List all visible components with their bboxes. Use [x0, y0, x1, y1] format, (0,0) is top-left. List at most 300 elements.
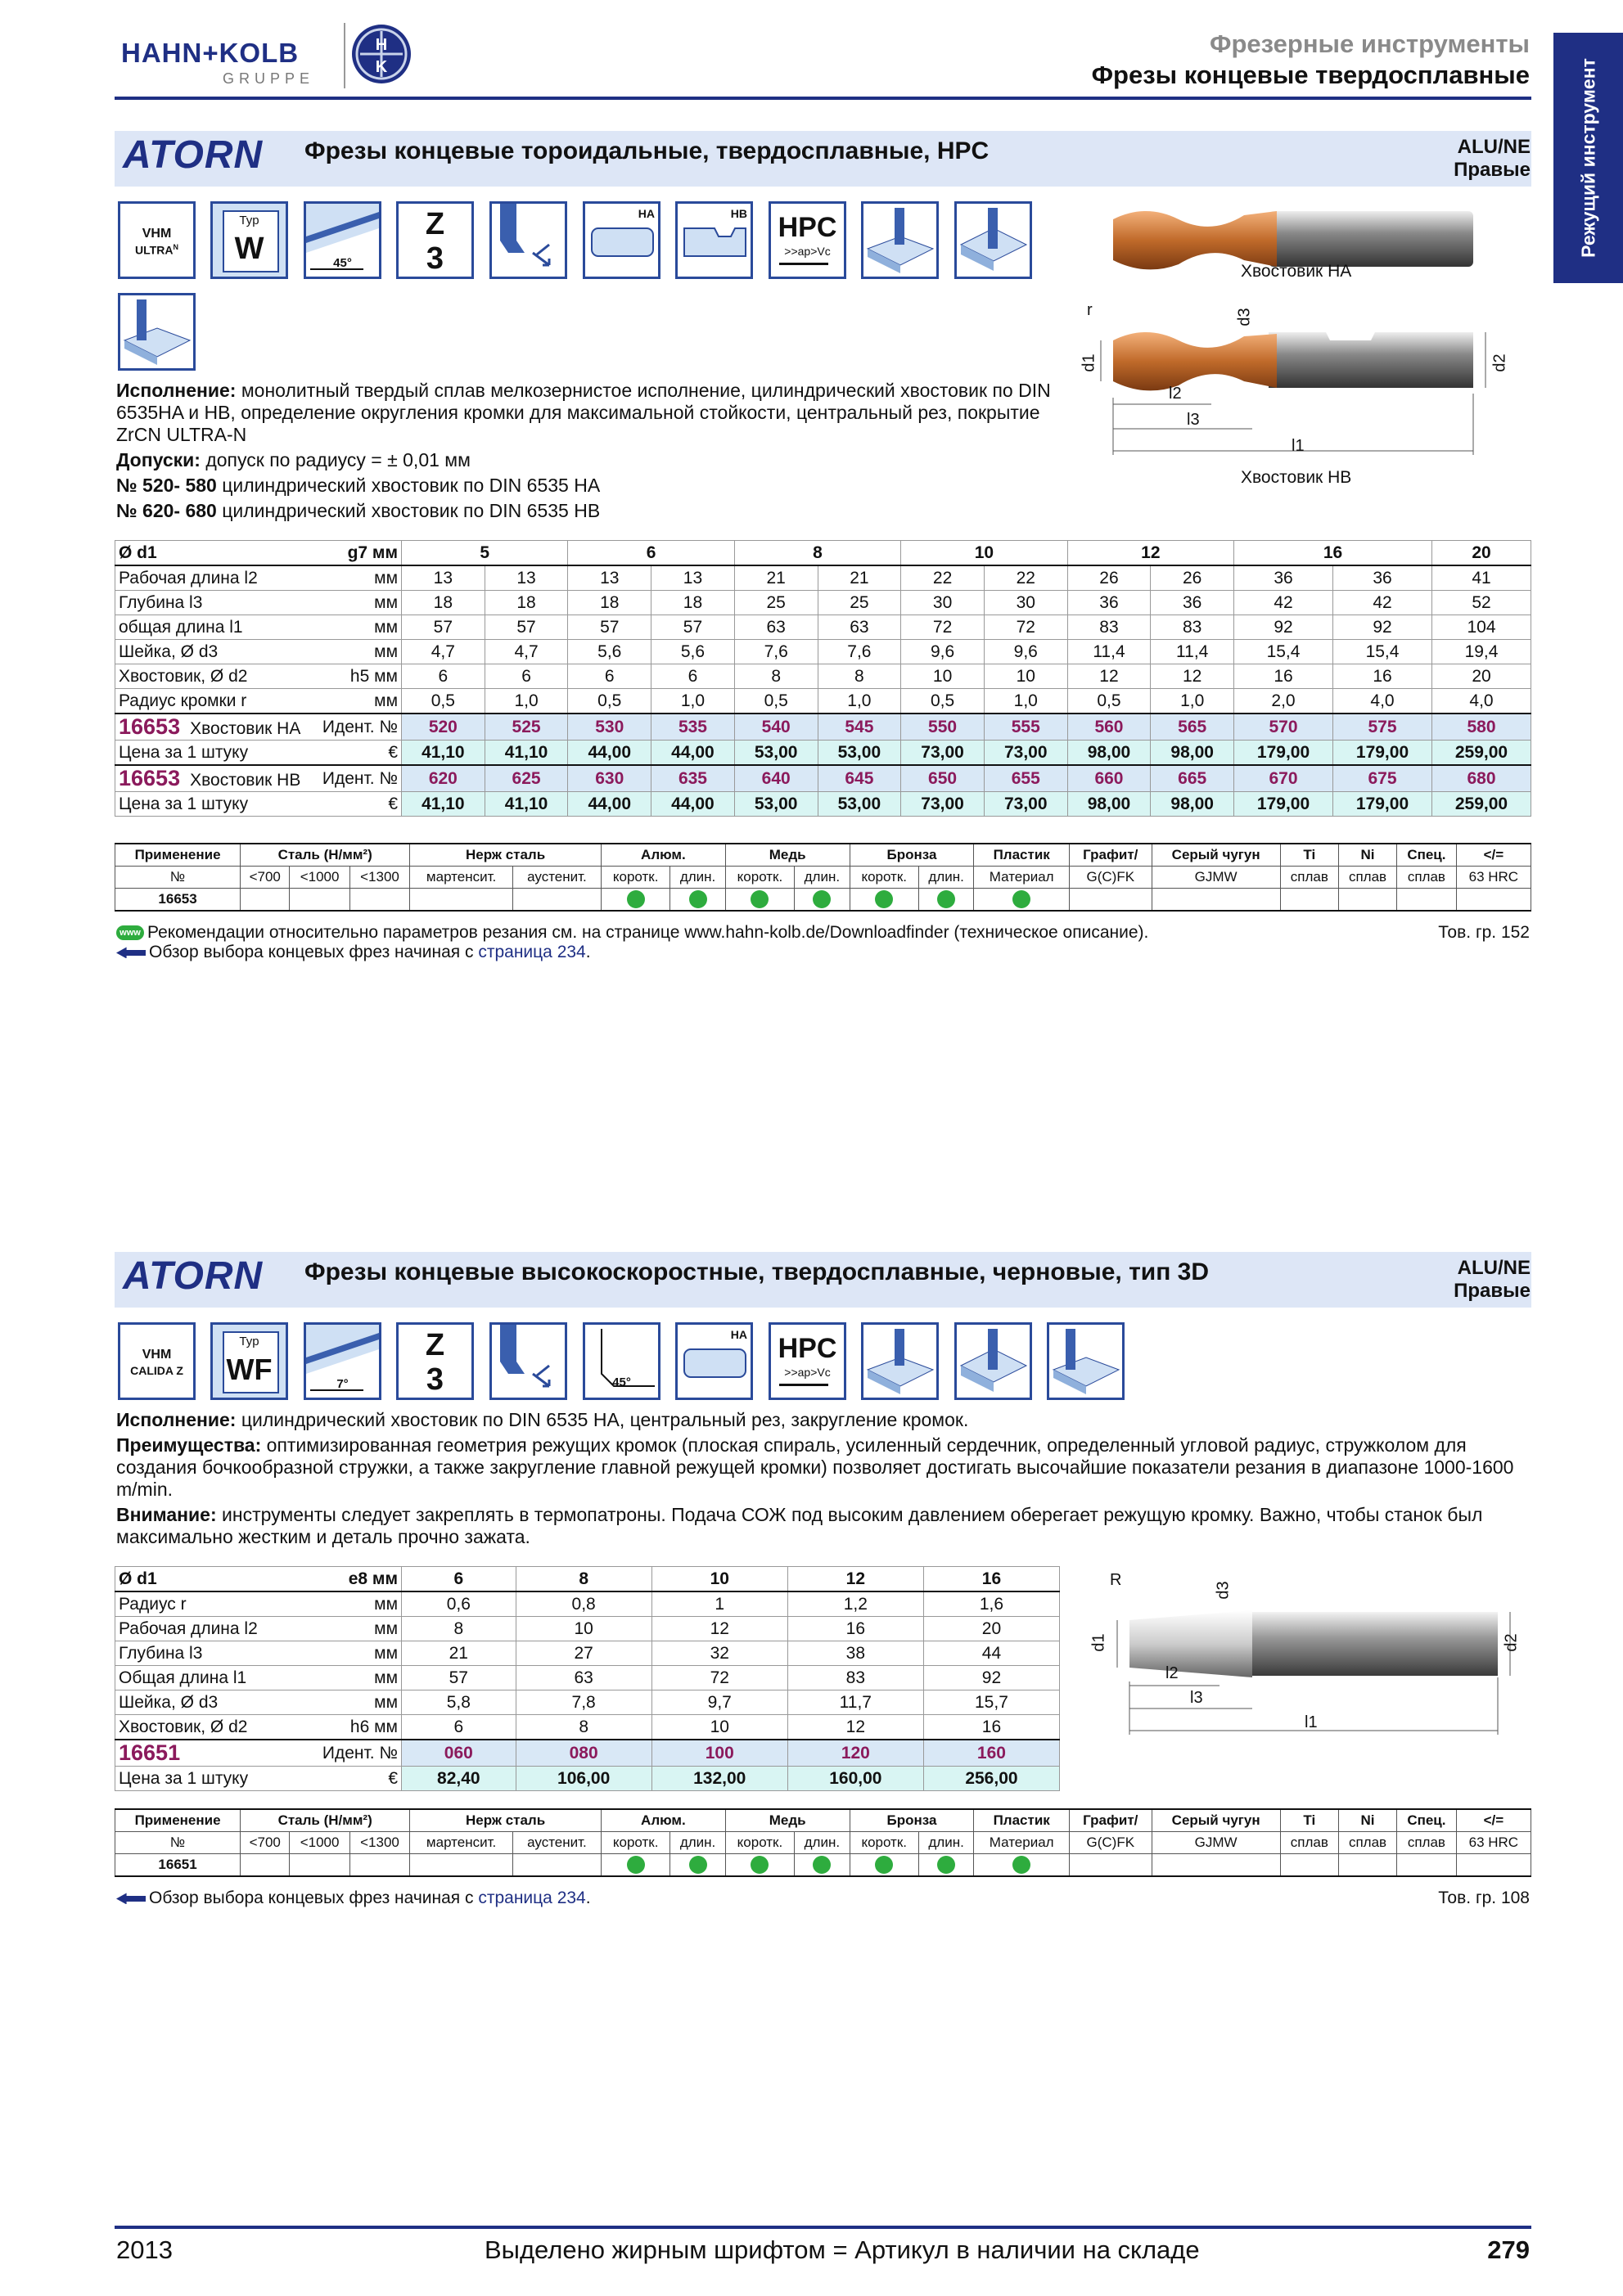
s1-row [115, 591, 1531, 615]
s1-cell: 10 [901, 664, 985, 689]
s1-price-cell: 73,00 [984, 792, 1067, 817]
s2-cell: 32 [651, 1641, 787, 1666]
hpc-sub: >>ap>Vc [784, 245, 831, 258]
s1-id-cell: 525 [485, 714, 568, 741]
tol-text: допуск по радиусу = ± 0,01 мм [200, 449, 471, 470]
suitability-dot-icon [875, 1856, 893, 1874]
s1-cell: 9,6 [901, 640, 985, 664]
s2-app-cell [349, 1854, 409, 1877]
s1-app-cell [1397, 889, 1457, 912]
s1-cell: 4,0 [1333, 689, 1432, 714]
s1-label: Радиус кромки r [115, 689, 312, 714]
s2-app-head-cell: Графит/ [1070, 1809, 1152, 1832]
s1-cell: 6 [485, 664, 568, 689]
center-cut-icon [489, 201, 567, 279]
s1-app-article: 16653 [115, 889, 241, 912]
s2-cell: 12 [787, 1715, 923, 1740]
s2-app-subhead-cell: G(C)FK [1070, 1832, 1152, 1854]
s1-unit: h5 мм [312, 664, 402, 689]
s1-app-head-cell: Бронза [850, 844, 974, 867]
typ-label-2: Typ [239, 1335, 259, 1348]
slotting-icon-2 [861, 1322, 939, 1400]
plunging-icon [954, 201, 1032, 279]
s2-unit: мм [312, 1617, 402, 1641]
helix-angle-icon [304, 201, 381, 279]
suitability-dot-icon [689, 890, 707, 908]
shank-type: Хвостовик HA [190, 719, 301, 738]
s2-app-cell [918, 1854, 973, 1877]
s1-unit: мм [312, 640, 402, 664]
s1-id-cell: 660 [1067, 765, 1151, 792]
s1-app-head-cell: </= [1456, 844, 1531, 867]
arrow-left-icon-2 [116, 1893, 146, 1904]
exec-text-2: цилиндрический хвостовик по DIN 6535 HA, центральный рез, закругление кромок. [236, 1409, 969, 1430]
s1-cell: 1,0 [485, 689, 568, 714]
s2-id-label [115, 1740, 312, 1767]
s1-unit: мм [312, 615, 402, 640]
s1-id-label [115, 714, 312, 741]
s2-app-head-cell: </= [1456, 1809, 1531, 1832]
calida-label: CALIDA Z [130, 1364, 183, 1377]
s2-cell: 10 [651, 1715, 787, 1740]
s1-app-cell [349, 889, 409, 912]
suitability-dot-icon [813, 890, 831, 908]
s1-label: Глубина l3 [115, 591, 312, 615]
s1-cell: 15,4 [1333, 640, 1432, 664]
s1-app-subhead-cell: коротк. [602, 867, 670, 889]
helix-label: 45° [333, 256, 352, 270]
s2-cell: 9,7 [651, 1690, 787, 1715]
s2-app-subhead-cell: коротк. [725, 1832, 794, 1854]
s2-diameter: 8 [516, 1567, 651, 1592]
s2-unit: мм [312, 1666, 402, 1690]
s2-diameter: 10 [651, 1567, 787, 1592]
s1-id-row [115, 765, 1531, 792]
s1-id-cell: 530 [568, 714, 651, 741]
s1-app-cell [1152, 889, 1280, 912]
s1-app-cell [602, 889, 670, 912]
suitability-dot-icon [1012, 1856, 1030, 1874]
s1-price-cell: 73,00 [901, 792, 985, 817]
s1-id-cell: 640 [734, 765, 818, 792]
s1-app-cell [290, 889, 349, 912]
tol-para [116, 449, 1057, 471]
s1-cell: 20 [1432, 664, 1531, 689]
s1-cell: 19,4 [1432, 640, 1531, 664]
s1-diameter: 5 [402, 541, 568, 566]
s1-cell: 5,6 [651, 640, 735, 664]
s1-cell: 5,6 [568, 640, 651, 664]
s1-price-cell: 73,00 [984, 741, 1067, 766]
s1-app-head-cell: Сталь (Н/мм²) [241, 844, 410, 867]
s2-diameter: 6 [402, 1567, 516, 1592]
s1-app-subhead-cell: мартенсит. [410, 867, 513, 889]
s1-cell: 12 [1067, 664, 1151, 689]
s2-id-cell: 120 [787, 1740, 923, 1767]
ramping-icon [118, 293, 196, 371]
dim-r-1: r [1087, 301, 1093, 319]
s1-app-head-cell: Спец. [1397, 844, 1457, 867]
s1-id-cell: 680 [1432, 765, 1531, 792]
s2-cell: 44 [923, 1641, 1059, 1666]
s2-cell: 72 [651, 1666, 787, 1690]
s1-row [115, 689, 1531, 714]
plunging-icon-2 [954, 1322, 1032, 1400]
logo-divider [344, 23, 345, 88]
s1-cell: 1,0 [818, 689, 901, 714]
side-tab[interactable] [1553, 33, 1623, 283]
no1-label: № 520- 580 [116, 475, 217, 496]
brand-logo [121, 34, 342, 92]
s1-cell: 11,4 [1067, 640, 1151, 664]
s2-row [115, 1690, 1060, 1715]
s2-app-row [115, 1854, 1531, 1877]
s2-price-label: Цена за 1 штуку [115, 1767, 312, 1791]
s2-app-subhead-cell: сплав [1280, 1832, 1338, 1854]
s1-cell: 42 [1234, 591, 1333, 615]
s2-head-unit: e8 мм [312, 1567, 402, 1592]
s1-cell: 0,5 [568, 689, 651, 714]
s1-app-head-cell: Ni [1338, 844, 1396, 867]
s2-cell: 11,7 [787, 1690, 923, 1715]
s1-label: Рабочая длина l2 [115, 565, 312, 591]
s2-app-head-cell: Ni [1338, 1809, 1396, 1832]
s1-id-cell: 575 [1333, 714, 1432, 741]
s2-app-cell [1338, 1854, 1396, 1877]
s1-diameter: 10 [901, 541, 1067, 566]
s1-cell: 63 [818, 615, 901, 640]
s1-app-cell [974, 889, 1070, 912]
s1-label: общая длина l1 [115, 615, 312, 640]
s1-cell: 18 [485, 591, 568, 615]
cutting-note-text: Рекомендации относительно параметров резания см. на странице www.hahn-kolb.de/Downloadfinder (техническое описание). [147, 923, 1149, 942]
s2-row [115, 1617, 1060, 1641]
s1-id-cell: 650 [901, 765, 985, 792]
s2-app-subhead-cell: сплав [1338, 1832, 1396, 1854]
s1-cell: 36 [1151, 591, 1234, 615]
s2-cell: 10 [516, 1617, 651, 1641]
s1-cell: 72 [984, 615, 1067, 640]
section1-overview [116, 943, 591, 962]
no1-text: цилиндрический хвостовик по DIN 6535 HA [216, 475, 601, 496]
s1-cell: 26 [1067, 565, 1151, 591]
brand-group: GRUPPE [223, 70, 315, 87]
hpc-label: HPC [778, 212, 837, 243]
helix-label-2: 7° [336, 1377, 349, 1391]
s1-price-cell: 44,00 [651, 792, 735, 817]
brand-name: HAHN+KOLB [121, 38, 300, 68]
s2-app-head-cell: Нерж сталь [410, 1809, 602, 1832]
s2-row [115, 1591, 1060, 1617]
section2-overview [116, 1889, 591, 1908]
ha-label: HA [638, 207, 655, 220]
s1-cell: 7,6 [818, 640, 901, 664]
s1-id-cell: 635 [651, 765, 735, 792]
s1-app-cell [918, 889, 973, 912]
overview-link-2[interactable]: страница 234 [478, 1889, 586, 1907]
s2-app-cell [725, 1854, 794, 1877]
ultra-label [120, 243, 193, 257]
s2-app-subhead-cell: коротк. [602, 1832, 670, 1854]
s1-cell: 22 [901, 565, 985, 591]
s1-id-label [115, 765, 312, 792]
no2-text: цилиндрический хвостовик по DIN 6535 HB [216, 500, 601, 521]
hpc-icon [769, 201, 846, 279]
s1-app-subhead-cell: сплав [1338, 867, 1396, 889]
s2-app-cell [850, 1854, 918, 1877]
s1-unit: мм [312, 689, 402, 714]
s1-price-cell: 44,00 [651, 741, 735, 766]
s2-app-head-cell: Бронза [850, 1809, 974, 1832]
suitability-dot-icon [937, 890, 955, 908]
att-label: Внимание: [116, 1504, 217, 1525]
adv-label: Преимущества: [116, 1434, 262, 1456]
dim-d1-1: d1 [1080, 353, 1098, 372]
s2-cell: 83 [787, 1666, 923, 1690]
overview-link[interactable]: страница 234 [478, 943, 586, 961]
s1-cell: 9,6 [984, 640, 1067, 664]
s1-app-cell [795, 889, 850, 912]
s1-app-subhead [115, 867, 1531, 889]
dim-l1-1: l1 [1292, 437, 1305, 455]
s1-cell: 30 [901, 591, 985, 615]
ramping-icon-2 [1047, 1322, 1125, 1400]
s2-cell: 1,6 [923, 1591, 1059, 1617]
s1-cell: 57 [651, 615, 735, 640]
s2-cell: 0,8 [516, 1591, 651, 1617]
s2-price-cell: 256,00 [923, 1767, 1059, 1791]
s1-cell: 0,5 [901, 689, 985, 714]
tool-drawing-3d [1097, 1571, 1522, 1735]
dim-l3-2: l3 [1190, 1689, 1203, 1707]
s1-cell: 0,5 [734, 689, 818, 714]
s1-price-cell: 98,00 [1067, 741, 1151, 766]
s1-cell: 7,6 [734, 640, 818, 664]
s1-price-cell: 44,00 [568, 792, 651, 817]
s1-id-cell: 545 [818, 714, 901, 741]
s1-cell: 0,5 [402, 689, 485, 714]
vhm-label: VHM [142, 227, 172, 241]
s1-app-subhead-cell: длин. [670, 867, 725, 889]
s1-id-cell: 645 [818, 765, 901, 792]
s1-cell: 36 [1234, 565, 1333, 591]
z-value: 3 [426, 241, 444, 276]
s1-label: Шейка, Ø d3 [115, 640, 312, 664]
s1-diameter: 20 [1432, 541, 1531, 566]
s1-cell: 57 [402, 615, 485, 640]
ultra-sup: N [173, 243, 178, 251]
article-number: 16653 [119, 766, 181, 790]
s2-label: Хвостовик, Ø d2 [115, 1715, 312, 1740]
shank-type: Хвостовик HB [190, 771, 301, 790]
s1-cell: 13 [651, 565, 735, 591]
chamfer-icon [583, 1322, 660, 1400]
shank-hb-icon [675, 201, 753, 279]
s2-price-cell: 82,40 [402, 1767, 516, 1791]
arrow-left-icon [116, 947, 146, 958]
s1-price-cell: 259,00 [1432, 792, 1531, 817]
helix-angle-icon-2 [304, 1322, 381, 1400]
s1-cell: 1,0 [1151, 689, 1234, 714]
s1-id-cell: 555 [984, 714, 1067, 741]
z-label-2: Z [425, 1328, 445, 1362]
s1-id-cell: 565 [1151, 714, 1234, 741]
section1-description [116, 380, 1057, 522]
suitability-dot-icon [1012, 890, 1030, 908]
shank-ha-caption: Хвостовик HA [1241, 262, 1352, 281]
s2-label: Глубина l3 [115, 1641, 312, 1666]
hb-label: HB [730, 207, 747, 220]
s1-app-head-cell: Медь [725, 844, 850, 867]
suitability-dot-icon [937, 1856, 955, 1874]
s1-head-unit: g7 мм [312, 541, 402, 566]
footer-rule [115, 2226, 1531, 2229]
s2-app-subhead-cell: длин. [670, 1832, 725, 1854]
overview-end-2: . [585, 1889, 591, 1907]
hpc-label-2: HPC [778, 1333, 837, 1364]
s1-app-subhead-cell: G(C)FK [1070, 867, 1152, 889]
s2-label: Шейка, Ø d3 [115, 1690, 312, 1715]
s1-cell: 8 [818, 664, 901, 689]
adv-para [116, 1434, 1532, 1501]
s2-cell: 6 [402, 1715, 516, 1740]
s2-app-subhead-cell: длин. [795, 1832, 850, 1854]
s1-cell: 41 [1432, 565, 1531, 591]
article-number: 16651 [119, 1740, 181, 1765]
s2-app-subhead-cell: сплав [1397, 1832, 1457, 1854]
s1-app-cell [1338, 889, 1396, 912]
s1-label: Хвостовик, Ø d2 [115, 664, 312, 689]
s2-cell: 16 [787, 1617, 923, 1641]
overview-text-2: Обзор выбора концевых фрез начиная с [149, 1889, 479, 1907]
typ-value: W [234, 232, 264, 266]
s2-head-row [115, 1567, 1060, 1592]
s2-app-head-cell: Спец. [1397, 1809, 1457, 1832]
s2-app-cell [1397, 1854, 1457, 1877]
suitability-dot-icon [751, 890, 769, 908]
s1-app-head-cell: Алюм. [602, 844, 726, 867]
s2-app-subhead-cell: коротк. [850, 1832, 918, 1854]
s1-app-subhead-cell: сплав [1397, 867, 1457, 889]
s1-app-cell [410, 889, 513, 912]
dim-l3-1: l3 [1187, 411, 1200, 429]
s1-cell: 57 [485, 615, 568, 640]
s1-id-cell: 625 [485, 765, 568, 792]
dim-d3-1: d3 [1235, 308, 1254, 326]
header-subcategory: Фрезы концевые твердосплавные [1091, 61, 1530, 89]
vhm-calida-icon [118, 1322, 196, 1400]
hk-logo-k: K [375, 58, 388, 76]
s1-currency: € [312, 741, 402, 766]
s1-id-cell: 520 [402, 714, 485, 741]
s1-cell: 13 [568, 565, 651, 591]
s1-cell: 83 [1151, 615, 1234, 640]
s1-price-cell: 53,00 [818, 741, 901, 766]
s1-app-head-cell: Пластик [974, 844, 1070, 867]
s2-cell: 5,8 [402, 1690, 516, 1715]
s1-unit: мм [312, 591, 402, 615]
s2-label: Общая длина l1 [115, 1666, 312, 1690]
section1-direction: Правые [1454, 159, 1531, 181]
s2-app-subhead-cell: Материал [974, 1832, 1070, 1854]
s1-app-cell [241, 889, 290, 912]
s1-cell: 1,0 [984, 689, 1067, 714]
s1-app-cell [1456, 889, 1531, 912]
s1-price-cell: 98,00 [1151, 741, 1234, 766]
s1-head-row [115, 541, 1531, 566]
s1-price-cell: 41,10 [485, 792, 568, 817]
s2-cell: 0,6 [402, 1591, 516, 1617]
type-w-icon [210, 201, 288, 279]
s1-price-cell: 44,00 [568, 741, 651, 766]
s1-app-head [115, 844, 1531, 867]
dim-r-2: R [1110, 1571, 1122, 1589]
s2-app-subhead-cell: <1000 [290, 1832, 349, 1854]
s1-price-cell: 41,10 [402, 741, 485, 766]
s2-unit: h6 мм [312, 1715, 402, 1740]
s1-price-row [115, 741, 1531, 766]
s2-app-subhead-cell: GJMW [1152, 1832, 1280, 1854]
s2-app-cell [602, 1854, 670, 1877]
dim-d2-2: d2 [1502, 1633, 1521, 1652]
s1-id-cell: 655 [984, 765, 1067, 792]
section2-description [116, 1409, 1532, 1548]
s1-cell: 12 [1151, 664, 1234, 689]
s1-cell: 21 [818, 565, 901, 591]
s2-unit: мм [312, 1641, 402, 1666]
section2-application-table [115, 1808, 1531, 1877]
s1-id-cell: 620 [402, 765, 485, 792]
header-category: Фрезерные инструменты [1210, 29, 1530, 58]
s2-id-cell: 160 [923, 1740, 1059, 1767]
s1-cell: 25 [734, 591, 818, 615]
s2-app-cell [1456, 1854, 1531, 1877]
s1-app-cell [1280, 889, 1338, 912]
s1-unit: мм [312, 565, 402, 591]
dim-l2-2: l2 [1165, 1664, 1179, 1682]
exec-label: Исполнение: [116, 380, 237, 401]
s1-cell: 21 [734, 565, 818, 591]
hk-logo-icon [350, 23, 413, 85]
section1-tov-gr: Тов. гр. 152 [1438, 923, 1530, 942]
s1-cell: 13 [485, 565, 568, 591]
s2-app-cell [512, 1854, 601, 1877]
s2-id-row [115, 1740, 1060, 1767]
s2-id-unit: Идент. № [312, 1740, 402, 1767]
s2-cell: 38 [787, 1641, 923, 1666]
s1-app-head-cell: Ti [1280, 844, 1338, 867]
teeth-count-icon [396, 201, 474, 279]
suitability-dot-icon [875, 890, 893, 908]
chamfer-label: 45° [612, 1375, 631, 1389]
s2-cell: 1,2 [787, 1591, 923, 1617]
s1-app-subhead-cell: Материал [974, 867, 1070, 889]
s1-app-row [115, 889, 1531, 912]
s2-label: Радиус r [115, 1591, 312, 1617]
s1-app-subhead-cell: сплав [1280, 867, 1338, 889]
s2-app-cell [1070, 1854, 1152, 1877]
s1-price-cell: 259,00 [1432, 741, 1531, 766]
s2-cell: 21 [402, 1641, 516, 1666]
s1-cell: 11,4 [1151, 640, 1234, 664]
section2-brand: ATORN [123, 1254, 264, 1298]
s1-app-cell [850, 889, 918, 912]
s1-cell: 18 [651, 591, 735, 615]
s1-cell: 25 [818, 591, 901, 615]
s2-cell: 27 [516, 1641, 651, 1666]
typ-label: Typ [239, 214, 259, 227]
exec-text: монолитный твердый сплав мелкозернистое исполнение, цилиндрический хвостовик по DIN 6535HA и HB, определение округления кромки для максимальной стойкости, центральный рез, покрытие ZrCN ULTRA-N [116, 380, 1051, 445]
